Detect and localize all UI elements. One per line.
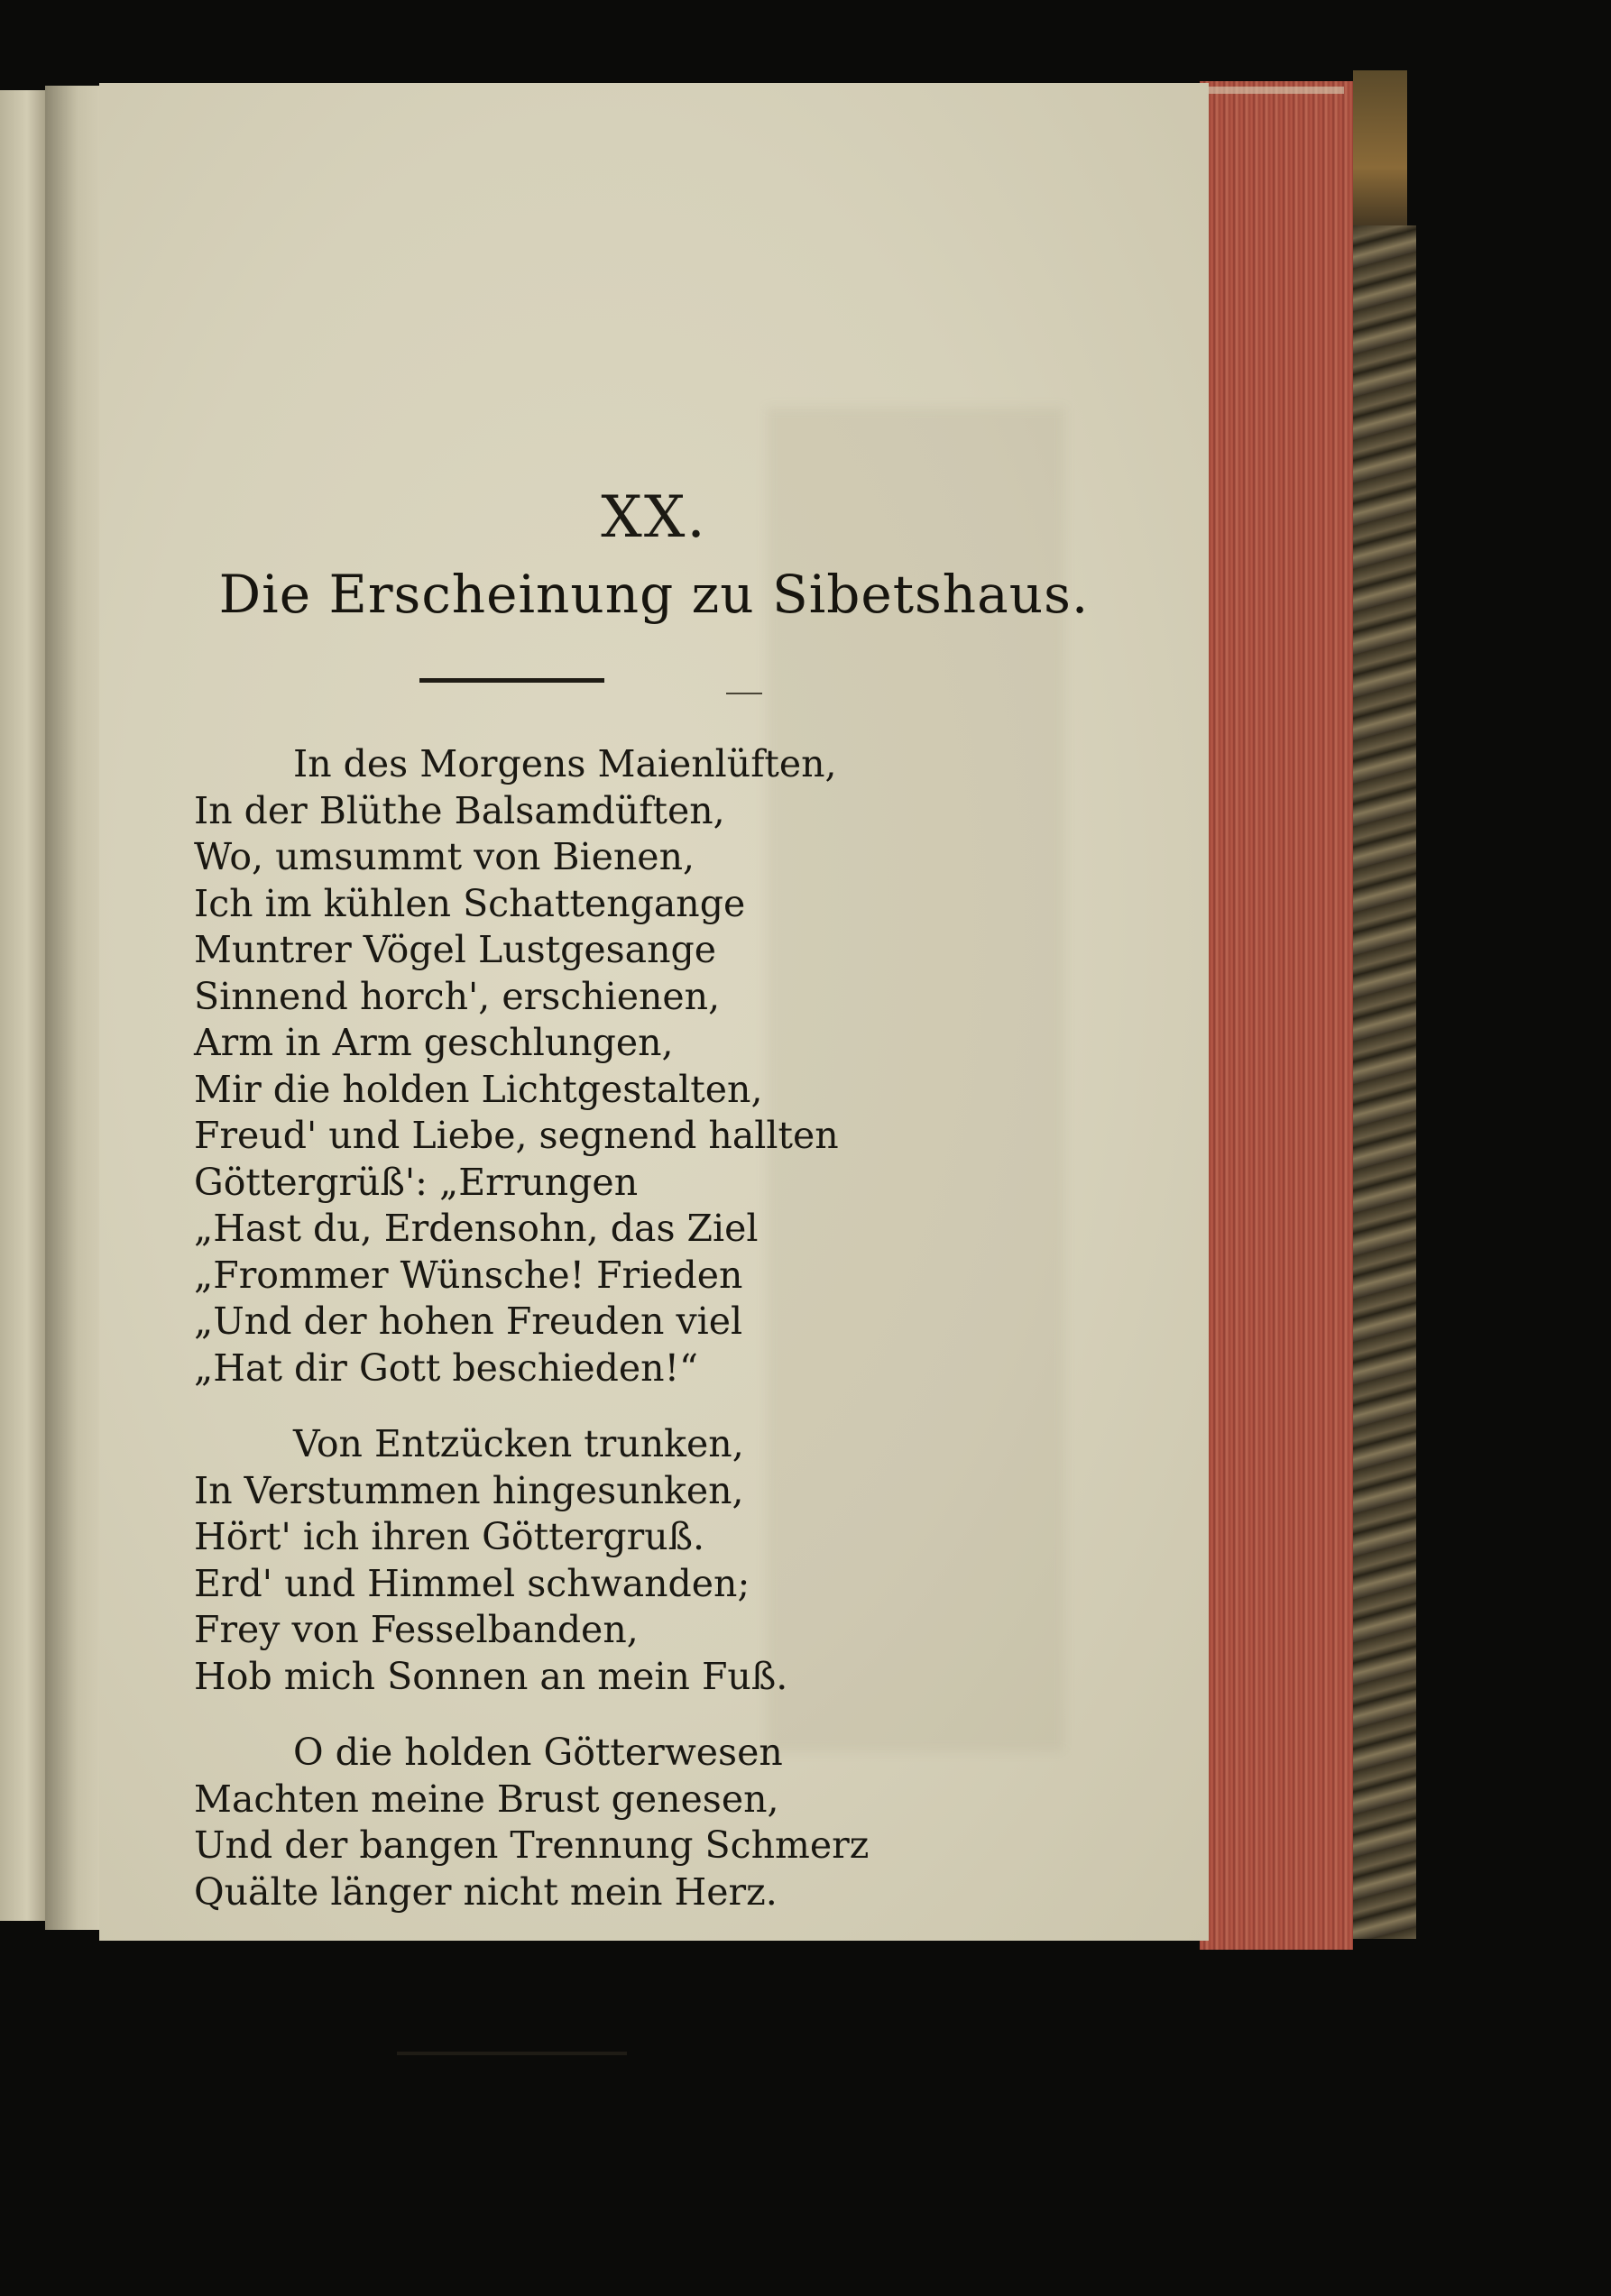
poem-line: „Hat dir Gott beschieden!“ <box>194 1345 699 1390</box>
poem-line: O die holden Götterwesen <box>293 1731 783 1774</box>
cover-corner <box>1353 70 1407 233</box>
poem-line: Erd' und Himmel schwanden; <box>194 1561 750 1605</box>
page-block-top <box>1204 87 1344 94</box>
poem-line: Muntrer Vögel Lustgesange <box>194 928 717 971</box>
poem-line: „Hast du, Erdensohn, das Ziel <box>194 1207 759 1250</box>
stanza-gap <box>99 1700 911 1730</box>
poem-line: „Frommer Wünsche! Frieden <box>194 1253 743 1297</box>
poem-line: Mir die holden Lichtgestalten, <box>194 1067 763 1111</box>
stanza-3 <box>99 1730 911 1915</box>
poem-line: Machten meine Brust genesen, <box>194 1777 779 1821</box>
facing-page-edge <box>0 90 45 1921</box>
poem-line: „Und der hohen Freuden viel <box>194 1300 743 1343</box>
poem-line: Von Entzücken trunken, <box>293 1422 744 1465</box>
poem-line: Sinnend horch', erschienen, <box>194 974 721 1018</box>
poem-line: In Verstummen hingesunken, <box>194 1468 744 1512</box>
end-rule <box>397 2052 627 2055</box>
poem-line: Und der bangen Trennung Schmerz <box>194 1823 870 1867</box>
poem-line: Quälte länger nicht mein Herz. <box>194 1869 778 1914</box>
poem-line: Ich im kühlen Schattengange <box>194 881 746 925</box>
ink-mark <box>726 693 762 694</box>
poem-line: Wo, umsummt von Bienen, <box>194 835 695 878</box>
poem <box>99 741 911 1915</box>
poem-line: Hob mich Sonnen an mein Fuß. <box>194 1654 788 1698</box>
poem-line: In des Morgens Maienlüften, <box>293 742 837 785</box>
stanza-1 <box>99 741 911 1391</box>
poem-line: Göttergrüß': „Errungen <box>194 1160 639 1204</box>
stanza-gap <box>99 1391 911 1421</box>
poem-line: Freud' und Liebe, segnend hallten <box>194 1114 839 1157</box>
chapter-title: Die Erscheinung zu Sibetshaus. <box>218 564 1090 625</box>
poem-line: Hört' ich ihren Göttergruß. <box>194 1515 705 1558</box>
title-rule <box>419 678 604 683</box>
stanza-2 <box>99 1421 911 1700</box>
book-page <box>99 83 1209 1941</box>
poem-line: Arm in Arm geschlungen, <box>194 1021 674 1064</box>
page-block-edge <box>1200 81 1353 1950</box>
chapter-number: XX. <box>601 484 707 551</box>
poem-line: Frey von Fesselbanden, <box>194 1608 639 1651</box>
marbled-cover <box>1353 225 1416 1939</box>
poem-line: In der Blüthe Balsamdüften, <box>194 788 725 832</box>
